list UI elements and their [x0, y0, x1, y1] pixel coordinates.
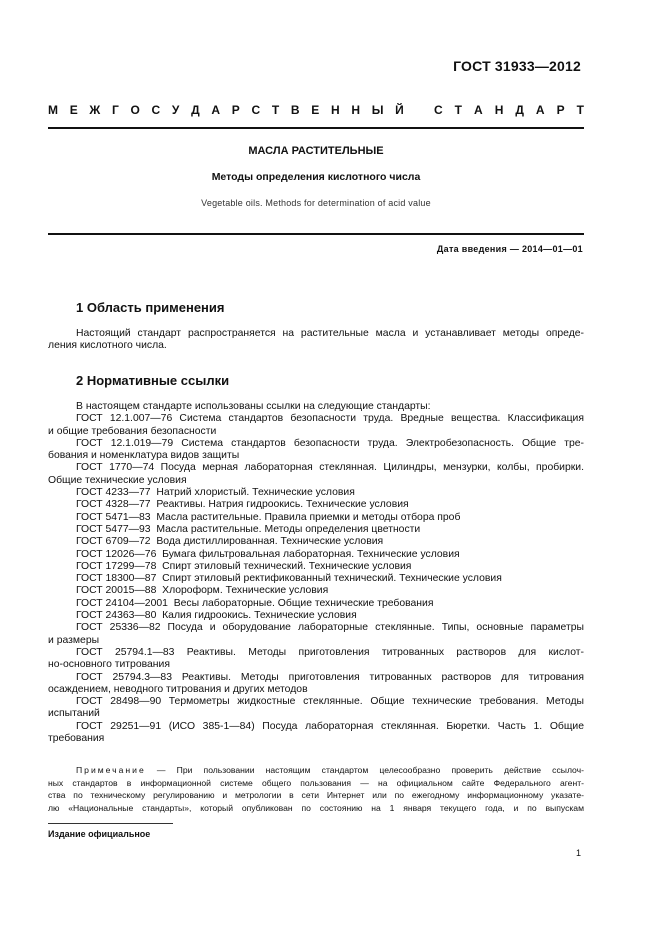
text-line: бования и номенклатура видов защиты [48, 450, 240, 462]
text-line: и общие требования безопасности [48, 425, 217, 437]
text-line: требования [48, 733, 105, 745]
banner-letter: Й [395, 103, 404, 117]
note-label: Примечание [76, 765, 146, 775]
banner-letter: Т [454, 103, 463, 117]
banner-letter: С [151, 103, 161, 117]
text-line: ГОСТ 29251—91 (ИСО 385-1—84) Посуда лабораторная стеклянная. Бюретки. Часть 1. Общие [76, 720, 584, 732]
text-line: ГОСТ 20015—88 Хлороформ. Технические условия [76, 585, 329, 597]
text-line: ГОСТ 5477—93 Масла растительные. Методы определения цветности [76, 523, 421, 535]
section-2-body [48, 401, 584, 745]
banner-letter: Т [576, 103, 584, 117]
section-2-heading: 2 Нормативные ссылки [76, 373, 230, 388]
note-line: ных стандартов в информационной системе общего пользования — на официальном сайте Федерального агент- [48, 777, 584, 788]
banner-letter: О [130, 103, 140, 117]
text-line: ГОСТ 6709—72 Вода дистиллированная. Технические условия [76, 536, 384, 548]
banner-letter: А [474, 103, 483, 117]
banner-letter: Н [330, 103, 340, 117]
banner-letter: Е [69, 103, 78, 117]
text-line: ГОСТ 17299—78 Спирт этиловый технический. Технические условия [76, 560, 412, 572]
banner-letter: Н [351, 103, 361, 117]
section-1-body [48, 328, 584, 353]
text-line: В настоящем стандарте использованы ссылки на следующие стандарты: [76, 401, 431, 412]
note-line: Примечание — При пользовании настоящим стандартом целесообразно проверить действие ссылоч- [76, 765, 584, 775]
banner-letter: В [290, 103, 300, 117]
document-subtitle: Методы определения кислотного числа [211, 171, 421, 183]
text-line: ГОСТ 24104—2001 Весы лабораторные. Общие технические требования [76, 597, 434, 609]
standard-banner [48, 103, 584, 117]
banner-letter: Г [111, 103, 119, 117]
text-line: Общие технические условия [48, 474, 187, 486]
text-line: ГОСТ 4328—77 Реактивы. Натрия гидроокись. Технические условия [76, 499, 409, 511]
text-line: ГОСТ 12026—76 Бумага фильтровальная лабораторная. Технические условия [76, 548, 460, 560]
text-line: ГОСТ 4233—77 Натрий хлористый. Технические условия [76, 487, 355, 499]
text-line: ГОСТ 18300—87 Спирт этиловый ректификованный технический. Технические условия [76, 573, 502, 585]
document-title: МАСЛА РАСТИТЕЛЬНЫЕ [248, 145, 384, 157]
banner-letter: Р [231, 103, 240, 117]
page-number: 1 [575, 848, 581, 858]
introduction-date: Дата введения — 2014—01—01 [436, 244, 583, 254]
english-title: Vegetable oils. Methods for determination of acid value [201, 198, 431, 208]
banner-letter: С [434, 103, 443, 117]
text-line: Настоящий стандарт распространяется на растительные масла и устанавливает методы опреде- [76, 328, 584, 339]
text-line: ГОСТ 5471—83 Масла растительные. Правила приемки и методы отбора проб [76, 511, 461, 523]
top-rule [48, 127, 584, 129]
footer-rule [48, 823, 173, 824]
title-rule [48, 233, 584, 235]
text-line: ГОСТ 1770—74 Посуда мерная лабораторная стеклянная. Цилиндры, мензурки, колбы, пробирки. [76, 462, 584, 474]
text-line: ГОСТ 25794.1—83 Реактивы. Методы приготовления титрованных растворов для кислот- [76, 646, 584, 658]
text-line: но-основного титрования [48, 659, 170, 671]
section-1-heading: 1 Область применения [76, 300, 225, 315]
banner-letter: У [171, 103, 180, 117]
text-line: ления кислотного числа. [48, 340, 167, 352]
text-line: ГОСТ 24363—80 Калия гидроокись. Технические условия [76, 610, 357, 622]
text-line: ГОСТ 25336—82 Посуда и оборудование лабораторные стеклянные. Типы, основные параметры [76, 622, 584, 634]
banner-letter: Т [271, 103, 280, 117]
text-line: ГОСТ 12.1.019—79 Система стандартов безопасности труда. Электробезопасность. Общие тре- [76, 437, 584, 449]
banner-letter: Р [556, 103, 565, 117]
text-line: испытаний [48, 708, 100, 720]
edition-label: Издание официальное [48, 829, 151, 839]
text-line: ГОСТ 12.1.007—76 Система стандартов безопасности труда. Вредные вещества. Классификация [76, 413, 584, 425]
banner-letter: М [48, 103, 58, 117]
banner-letter: Е [311, 103, 320, 117]
banner-right [434, 103, 584, 117]
banner-letter: Д [515, 103, 524, 117]
banner-letter: А [535, 103, 545, 117]
banner-letter: А [211, 103, 221, 117]
note [48, 764, 584, 814]
text-line: ГОСТ 25794.3—83 Реактивы. Методы приготовления титрованных растворов для титрования [76, 671, 584, 683]
text-line: ГОСТ 28498—90 Термометры жидкостные стеклянные. Общие технические требования. Методы [76, 696, 584, 708]
text-line: осаждением, неводного титрования и других методов [48, 683, 308, 695]
banner-letter: С [251, 103, 261, 117]
note-line: лю «Национальные стандарты», который опубликован по состоянию на 1 января текущего года, и по выпускам [48, 802, 584, 813]
text-line: и размеры [48, 634, 100, 646]
banner-letter: Ж [89, 103, 101, 117]
gost-number: ГОСТ 31933—2012 [453, 58, 581, 74]
banner-letter: Н [494, 103, 504, 117]
banner-letter: Ы [371, 103, 384, 117]
note-line: ства по техническому регулированию и метрологии в сети Интернет или по ежегодному информационному указате- [48, 790, 584, 801]
banner-letter: Д [191, 103, 200, 117]
banner-left [48, 103, 404, 117]
